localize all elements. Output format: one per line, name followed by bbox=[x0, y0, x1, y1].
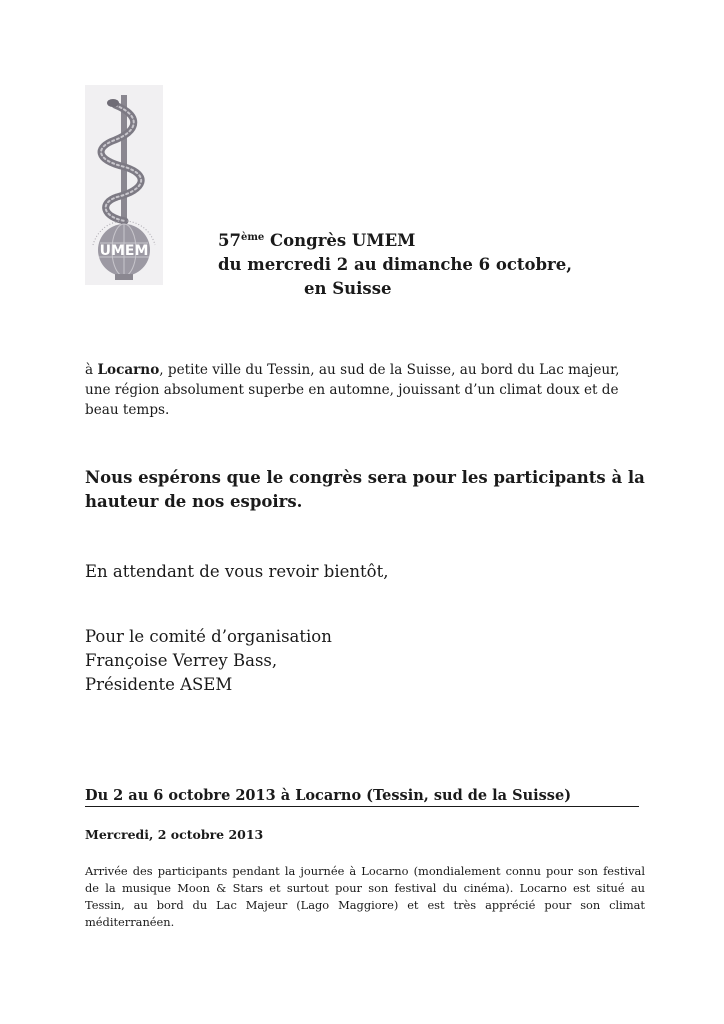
intro-paragraph bbox=[85, 360, 645, 420]
intro-prefix: à bbox=[85, 362, 98, 378]
signature-block bbox=[85, 625, 332, 697]
title-line-1-rest: Congrès UMEM bbox=[264, 231, 416, 250]
caduceus-globe-icon bbox=[85, 85, 163, 285]
congress-title bbox=[218, 226, 572, 301]
title-line-1 bbox=[218, 226, 572, 253]
signature-line-1: Pour le comité d’organisation bbox=[85, 627, 332, 646]
signature-line-2: Françoise Verrey Bass, bbox=[85, 651, 278, 670]
title-line-3: en Suisse bbox=[304, 279, 392, 298]
day-description: Arrivée des participants pendant la journée à Locarno (mondialement connu pour son festival de la musique Moon & Stars et surtout pour son festival du cinéma). Locarno est situé au Tessin, au bord du Lac Majeur (Lago Maggiore) et est très apprécié pour son climat méditerranéen. bbox=[85, 864, 645, 929]
program-divider bbox=[85, 806, 639, 807]
intro-text: , petite ville du Tessin, au sud de la Suisse, au bord du Lac majeur, une région absolument superbe en automne, jouissant d’un climat doux et de beau temps. bbox=[85, 362, 620, 418]
title-number: 57 bbox=[218, 231, 241, 250]
title-superscript: ème bbox=[240, 232, 265, 243]
logo-text: UMEM bbox=[99, 243, 149, 259]
closing-line: En attendant de vous revoir bientôt, bbox=[85, 562, 389, 581]
logo bbox=[85, 85, 163, 285]
signature-line-3: Présidente ASEM bbox=[85, 675, 233, 694]
title-line-2: du mercredi 2 au dimanche 6 octobre, bbox=[218, 255, 572, 274]
day-heading: Mercredi, 2 octobre 2013 bbox=[85, 827, 264, 842]
hope-statement: Nous espérons que le congrès sera pour les participants à la hauteur de nos espoirs. bbox=[85, 468, 645, 511]
intro-place: Locarno bbox=[97, 362, 160, 378]
program-heading: Du 2 au 6 octobre 2013 à Locarno (Tessin, sud de la Suisse) bbox=[85, 787, 572, 804]
